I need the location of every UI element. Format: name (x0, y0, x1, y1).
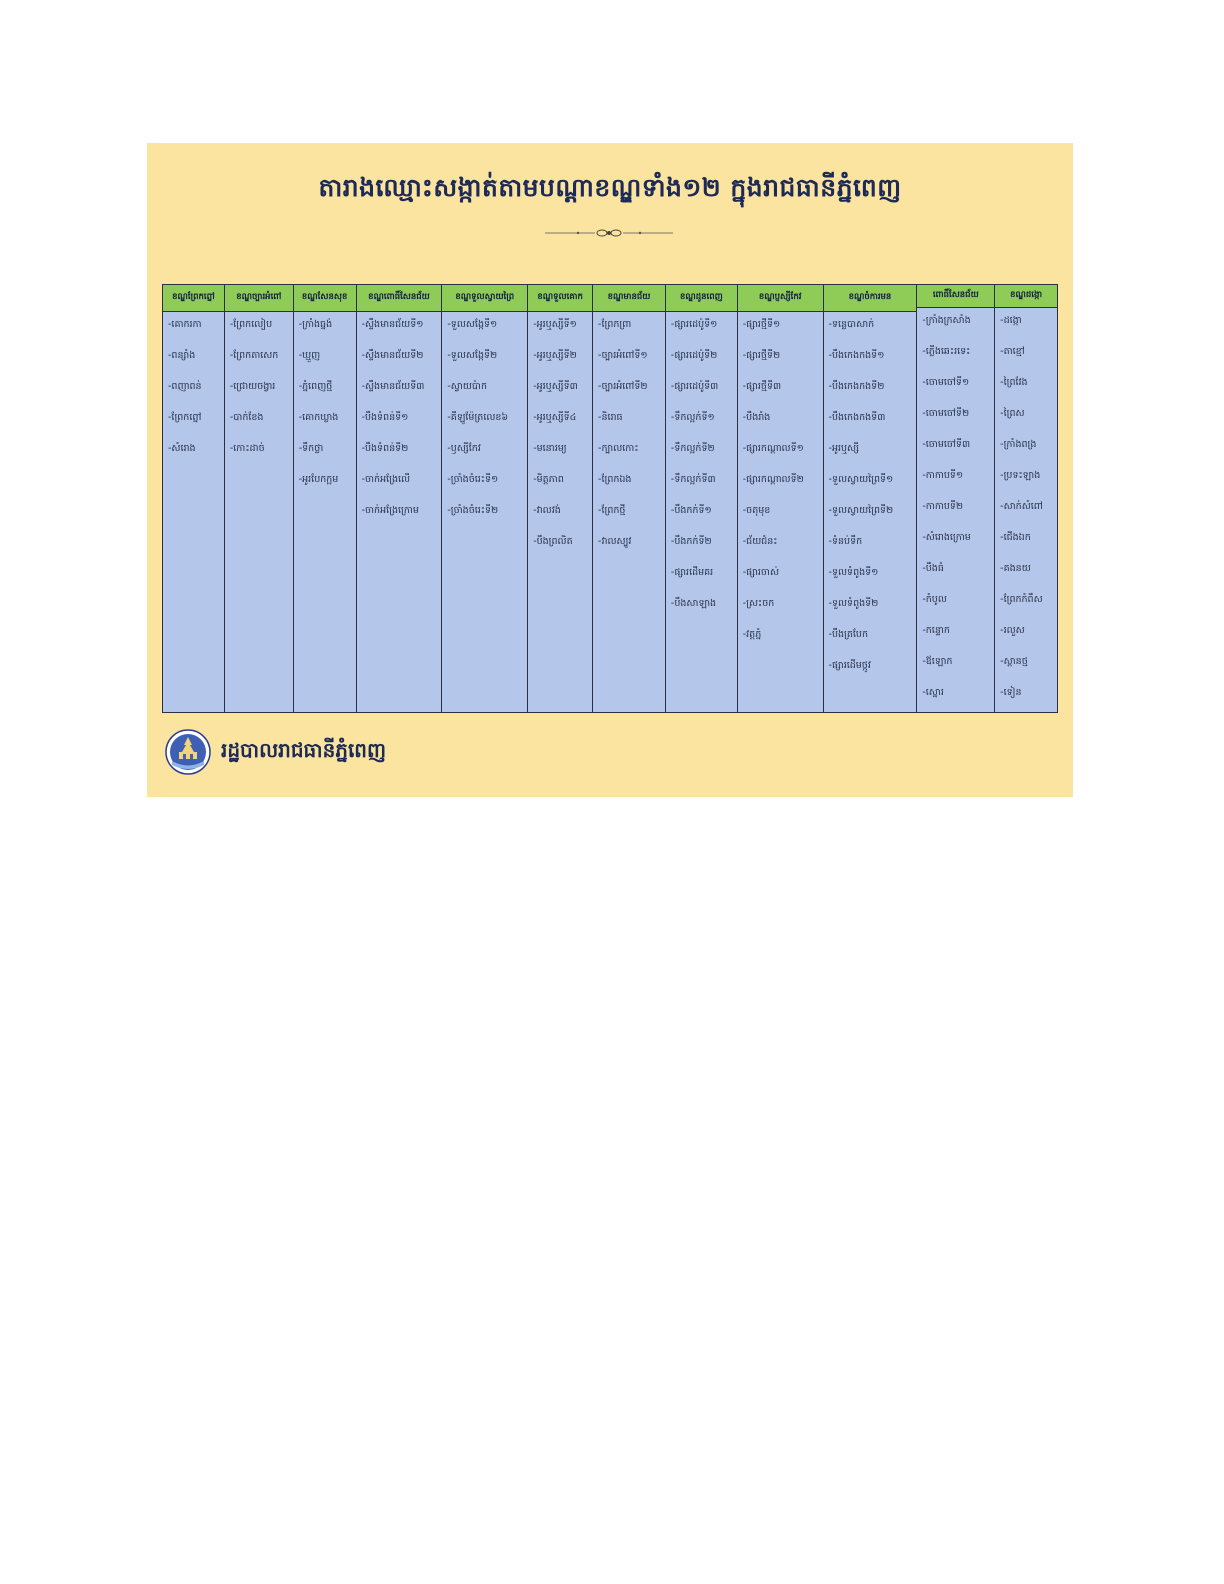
commune-cell: -និរោធ (598, 412, 623, 423)
commune-cell: -ព្រែកថ្មី (598, 505, 626, 516)
commune-cell: -ក្រាំងធ្នង់ (298, 319, 333, 330)
commune-cell: -សំរោងក្រោម (922, 532, 971, 543)
column-header: ខណ្ឌដូនពេញ (666, 285, 737, 312)
column-body (917, 308, 994, 712)
commune-cell: -បឹងទំពន់ទី២ (361, 443, 409, 454)
commune-cell: -ព្រែកកំពឹស (1000, 594, 1043, 605)
commune-cell: -អូរឬស្សីទី៣ (533, 381, 578, 392)
commune-cell: -ព្រែកព្នៅ (168, 412, 202, 423)
commune-cell: -ក្បាលកោះ (598, 443, 639, 454)
commune-cell: -ទៀន (1000, 687, 1022, 698)
commune-cell: -បឹងកក់ទី១ (670, 505, 712, 516)
commune-cell: -ព្រៃស (1000, 408, 1025, 419)
commune-cell: -ចោមចៅទី១ (922, 377, 970, 388)
column-body (666, 312, 737, 712)
city-hall-seal-icon (165, 729, 211, 775)
commune-cell: -ច្រាំងចំរេះទី២ (447, 505, 499, 516)
poster (147, 143, 1073, 797)
commune-cell: -ឪឡោក (922, 656, 953, 667)
commune-cell: -ឃ្មួញ (298, 350, 321, 361)
column-body (738, 312, 823, 712)
commune-cell: -ផ្សារដេប៉ូទី២ (670, 350, 718, 361)
column-header: ខណ្ឌសែនសុខ (294, 285, 356, 312)
commune-cell: -បឹងកេងកងទី៣ (828, 412, 886, 423)
commune-cell: -ព្រែកព្រា (598, 319, 632, 330)
column-header: ខណ្ឌដង្កោ (995, 285, 1057, 308)
commune-cell: -ក្រាំងពង្រ (1000, 439, 1037, 450)
commune-cell: -ស្ទឹងមានជ័យទី៣ (361, 381, 425, 392)
commune-cell: -បឹងកេងកងទី១ (828, 350, 885, 361)
commune-cell: -ផ្សារដើមគរ (670, 567, 714, 578)
commune-cell: -ទួលទំពូងទី១ (828, 567, 879, 578)
commune-cell: -ទន្លេបាសាក់ (828, 319, 875, 330)
commune-cell: -ពញាពន់ (168, 381, 202, 392)
commune-table (162, 284, 1058, 713)
commune-cell: -ចតុមុខ (742, 505, 771, 516)
commune-cell: -ផ្សារថ្មីទី២ (742, 350, 781, 361)
commune-cell: -អូរបែកក្អម (298, 474, 339, 485)
commune-cell: -គោកឃ្លាង (298, 412, 339, 423)
commune-cell: -បឹងកក់ទី២ (670, 536, 712, 547)
commune-cell: -ទួលស្វាយព្រៃទី២ (828, 505, 894, 516)
table-column (163, 285, 225, 712)
commune-cell: -ច្រាំងចំរេះទី១ (447, 474, 499, 485)
commune-cell: -ពន្សាំង (168, 350, 196, 361)
column-body (824, 312, 917, 712)
commune-cell: -បឹងព្រលិត (533, 536, 573, 547)
commune-cell: -ទួលស្វាយព្រៃទី១ (828, 474, 894, 485)
commune-cell: -បឹងទំពន់ទី១ (361, 412, 409, 423)
commune-cell: -សាក់សំពៅ (1000, 501, 1043, 512)
commune-cell: -បឹងកេងកងទី២ (828, 381, 885, 392)
table-column (738, 285, 824, 712)
commune-cell: -ស្ទឹងមានជ័យទី១ (361, 319, 424, 330)
column-header: ខណ្ឌច្បារអំពៅ (225, 285, 293, 312)
commune-cell: -អូរឬស្សីទី១ (533, 319, 577, 330)
commune-cell: -អូរឬស្សី (828, 443, 859, 454)
commune-cell: -ច្បារអំពៅទី១ (598, 350, 648, 361)
commune-cell: -បឹងរាំង (742, 412, 771, 423)
commune-cell: -ជ័យជំនះ (742, 536, 778, 547)
commune-cell: -តាខ្មៅ (1000, 346, 1025, 357)
commune-cell: -ទួលទំពូងទី២ (828, 598, 879, 609)
commune-cell: -បឹងត្របែក (828, 629, 868, 640)
commune-cell: -ផ្សារដេប៉ូទី១ (670, 319, 718, 330)
commune-cell: -គងនយ (1000, 563, 1031, 574)
column-body (225, 312, 293, 712)
commune-cell: -មនោរម្យ (533, 443, 567, 454)
commune-cell: -កាកាបទី១ (922, 470, 964, 481)
commune-cell: -កំបូល (922, 594, 947, 605)
table-column (824, 285, 918, 712)
commune-cell: -កោះដាច់ (229, 443, 265, 454)
footer-org-name: រដ្ឋបាលរាជធានីភ្នំពេញ (221, 738, 387, 762)
commune-cell: -កាកាបទី២ (922, 501, 964, 512)
commune-cell: -មិត្តភាព (533, 474, 564, 485)
column-body (995, 308, 1057, 712)
commune-cell: -បាក់ខែង (229, 412, 264, 423)
column-header: ខណ្ឌព្រែកព្នៅ (163, 285, 224, 312)
column-header: ពោធិ៍សែនជ័យ (917, 285, 994, 308)
commune-cell: -គោករកា (168, 319, 202, 330)
table-column (357, 285, 443, 712)
commune-cell: -ស្រះចក (742, 598, 775, 609)
commune-cell: -ឫស្សីកែវ (447, 443, 481, 454)
column-header: ខណ្ឌមានជ័យ (593, 285, 665, 312)
commune-cell: -ផ្សារចាស់ (742, 567, 780, 578)
column-body (163, 312, 224, 712)
commune-cell: -ផ្សារថ្មីទី៣ (742, 381, 782, 392)
commune-cell: -ព្រែកលៀប (229, 319, 273, 330)
commune-cell: -ចោមចៅទី៣ (922, 439, 971, 450)
column-header: ខណ្ឌទួលស្វាយព្រៃ (442, 285, 527, 312)
table-column (995, 285, 1057, 712)
commune-cell: -វាលស្បូវ (598, 536, 632, 547)
commune-cell: -ទឹកថ្លា (298, 443, 324, 454)
commune-cell: -សំរោង (168, 443, 196, 454)
commune-cell: -ជើងឯក (1000, 532, 1031, 543)
column-body (294, 312, 356, 712)
commune-cell: -ស្ទឹងមានជ័យទី២ (361, 350, 424, 361)
commune-cell: -ក្រាំងក្រសាំង (922, 315, 971, 326)
commune-cell: -បឹងសាឡាង (670, 598, 717, 609)
column-body (593, 312, 665, 712)
commune-cell: -ផ្សារកណ្តាលទី២ (742, 474, 804, 485)
decorative-divider-icon (545, 227, 673, 239)
commune-cell: -ទំនប់ទឹក (828, 536, 863, 547)
column-body (357, 312, 442, 712)
column-header: ខណ្ឌទួលគោក (528, 285, 592, 312)
commune-cell: -ភ្លើងឆេះរទេះ (922, 346, 971, 357)
column-body (442, 312, 527, 712)
table-column (917, 285, 995, 712)
commune-cell: -ចោមចៅទី២ (922, 408, 970, 419)
commune-cell: -បឹងធំ (922, 563, 944, 574)
commune-cell: -ប្រទះឡាង (1000, 470, 1041, 481)
commune-cell: -អូរឬស្សីទី២ (533, 350, 577, 361)
table-column (666, 285, 738, 712)
commune-cell: -ផ្សារកណ្តាលទី១ (742, 443, 804, 454)
poster-title: តារាងឈ្មោះសង្កាត់តាមបណ្តាខណ្ឌទាំង១២ ក្នុងរាជធានីភ្នំពេញ (318, 173, 902, 202)
commune-cell: -ចាក់អង្រែក្រោម (361, 505, 419, 516)
commune-cell: -ជ្រោយចង្វារ (229, 381, 276, 392)
column-header: ខណ្ឌប្ញស្សីកែវ (738, 285, 823, 312)
column-header: ខណ្ឌចំការមន (824, 285, 917, 312)
commune-cell: -វត្តភ្នំ (742, 629, 762, 640)
commune-cell: -ទឹកល្អក់ទី៣ (670, 474, 716, 485)
commune-cell: -ច្បារអំពៅទី២ (598, 381, 648, 392)
commune-cell: -ភ្នំពេញថ្មី (298, 381, 333, 392)
commune-cell: -ទឹកល្អក់ទី២ (670, 443, 715, 454)
commune-cell: -អូរឬស្សីទី៤ (533, 412, 577, 423)
commune-cell: -ទឹកល្អក់ទី១ (670, 412, 715, 423)
table-column (593, 285, 666, 712)
commune-cell: -ទួលសង្កែទី១ (447, 319, 498, 330)
column-header: ខណ្ឌពោធិ៍សែនជ័យ (357, 285, 442, 312)
commune-cell: -ផ្សារដេប៉ូទី៣ (670, 381, 719, 392)
column-body (528, 312, 592, 712)
commune-cell: -ផ្សារដើមថ្កូវ (828, 660, 871, 671)
commune-cell: -ស្ពានថ្ម (1000, 656, 1028, 667)
commune-cell: -ព្រៃវែង (1000, 377, 1028, 388)
table-column (225, 285, 294, 712)
commune-cell: -ព្រែកតាសេក (229, 350, 279, 361)
commune-cell: -វាលវង់ (533, 505, 561, 516)
table-column (442, 285, 528, 712)
commune-cell: -កន្ទោក (922, 625, 950, 636)
commune-cell: -ស្នោរ (922, 687, 944, 698)
commune-cell: -ដង្កោ (1000, 315, 1022, 326)
commune-cell: -ផ្សារថ្មីទី១ (742, 319, 781, 330)
commune-cell: -ចាក់អង្រែលើ (361, 474, 411, 485)
commune-cell: -ទួលសង្កែទី២ (447, 350, 498, 361)
commune-cell: -រលួស (1000, 625, 1025, 636)
table-column (294, 285, 357, 712)
table-column (528, 285, 593, 712)
commune-cell: -គីឡូម៉ែត្រលេខ៦ (447, 412, 509, 423)
commune-cell: -ស្វាយប៉ាក (447, 381, 487, 392)
commune-cell: -ព្រែកឯង (598, 474, 632, 485)
